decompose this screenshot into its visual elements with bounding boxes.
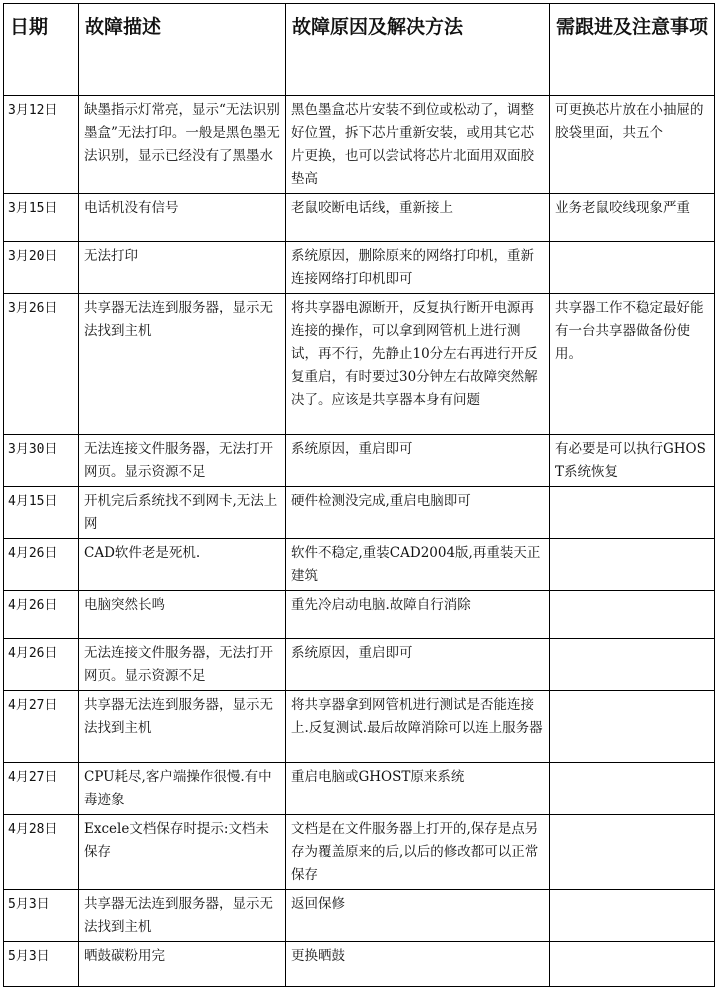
table-row bbox=[4, 294, 715, 435]
row-date: 4月27日 bbox=[4, 763, 79, 815]
row-description: 无法连接文件服务器，无法打开网页。显示资源不足 bbox=[79, 639, 286, 691]
row-date: 4月27日 bbox=[4, 691, 79, 763]
row-description: 开机完后系统找不到网卡,无法上网 bbox=[79, 487, 286, 539]
row-note bbox=[550, 591, 715, 639]
row-note bbox=[550, 763, 715, 815]
row-date: 3月26日 bbox=[4, 294, 79, 435]
row-note: 业务老鼠咬线现象严重 bbox=[550, 194, 715, 242]
table-row bbox=[4, 691, 715, 763]
table-row bbox=[4, 96, 715, 194]
table-row bbox=[4, 435, 715, 487]
table-row bbox=[4, 763, 715, 815]
row-cause: 黑色墨盒芯片安装不到位或松动了，调整好位置，拆下芯片重新安装，或用其它芯片更换，也可以尝试将芯片北面用双面胶垫高 bbox=[286, 96, 550, 194]
table-row bbox=[4, 890, 715, 942]
row-date: 5月3日 bbox=[4, 942, 79, 987]
row-cause: 老鼠咬断电话线，重新接上 bbox=[286, 194, 550, 242]
row-note bbox=[550, 487, 715, 539]
row-note bbox=[550, 942, 715, 987]
row-description: 共享器无法连到服务器，显示无法找到主机 bbox=[79, 691, 286, 763]
table-row bbox=[4, 242, 715, 294]
row-date: 4月26日 bbox=[4, 591, 79, 639]
table-row bbox=[4, 639, 715, 691]
row-note: 有必要是可以执行GHOST系统恢复 bbox=[550, 435, 715, 487]
row-date: 3月15日 bbox=[4, 194, 79, 242]
row-description: 缺墨指示灯常亮，显示“无法识别墨盒”无法打印。一般是黑色墨无法识别，显示已经没有了黑墨水 bbox=[79, 96, 286, 194]
row-date: 4月15日 bbox=[4, 487, 79, 539]
row-description: Excele文档保存时提示:文档未保存 bbox=[79, 815, 286, 890]
header-followup-notes: 需跟进及注意事项 bbox=[550, 4, 715, 96]
row-description: CPU耗尽,客户端操作很慢.有中毒迹象 bbox=[79, 763, 286, 815]
row-note bbox=[550, 242, 715, 294]
row-cause: 文档是在文件服务器上打开的,保存是点另存为覆盖原来的后,以后的修改都可以正常保存 bbox=[286, 815, 550, 890]
row-cause: 硬件检测没完成,重启电脑即可 bbox=[286, 487, 550, 539]
row-description: 无法打印 bbox=[79, 242, 286, 294]
row-cause: 重启电脑或GHOST原来系统 bbox=[286, 763, 550, 815]
row-cause: 软件不稳定,重装CAD2004版,再重装天正建筑 bbox=[286, 539, 550, 591]
table-header-row bbox=[4, 4, 715, 96]
row-cause: 重先冷启动电脑.故障自行消除 bbox=[286, 591, 550, 639]
row-note: 共享器工作不稳定最好能有一台共享器做备份使用。 bbox=[550, 294, 715, 435]
row-description: 共享器无法连到服务器，显示无法找到主机 bbox=[79, 890, 286, 942]
table-row bbox=[4, 487, 715, 539]
row-description: 电脑突然长鸣 bbox=[79, 591, 286, 639]
row-description: 电话机没有信号 bbox=[79, 194, 286, 242]
row-note bbox=[550, 890, 715, 942]
row-cause: 返回保修 bbox=[286, 890, 550, 942]
row-date: 4月26日 bbox=[4, 639, 79, 691]
row-date: 3月20日 bbox=[4, 242, 79, 294]
row-cause: 系统原因，删除原来的网络打印机，重新连接网络打印机即可 bbox=[286, 242, 550, 294]
header-description: 故障描述 bbox=[79, 4, 286, 96]
row-cause: 将共享器拿到网管机进行测试是否能连接上.反复测试.最后故障消除可以连上服务器 bbox=[286, 691, 550, 763]
table-row bbox=[4, 815, 715, 890]
header-date: 日期 bbox=[4, 4, 79, 96]
table-row bbox=[4, 194, 715, 242]
row-date: 5月3日 bbox=[4, 890, 79, 942]
fault-log-table bbox=[3, 3, 715, 987]
row-date: 3月30日 bbox=[4, 435, 79, 487]
row-description: CAD软件老是死机. bbox=[79, 539, 286, 591]
table-row bbox=[4, 942, 715, 987]
row-cause: 系统原因，重启即可 bbox=[286, 639, 550, 691]
row-note bbox=[550, 539, 715, 591]
row-description: 共享器无法连到服务器，显示无法找到主机 bbox=[79, 294, 286, 435]
table-row bbox=[4, 539, 715, 591]
row-note bbox=[550, 639, 715, 691]
row-date: 3月12日 bbox=[4, 96, 79, 194]
row-note bbox=[550, 815, 715, 890]
row-cause: 更换晒鼓 bbox=[286, 942, 550, 987]
row-cause: 系统原因，重启即可 bbox=[286, 435, 550, 487]
row-note: 可更换芯片放在小抽屉的胶袋里面，共五个 bbox=[550, 96, 715, 194]
row-date: 4月28日 bbox=[4, 815, 79, 890]
row-description: 晒鼓碳粉用完 bbox=[79, 942, 286, 987]
row-date: 4月26日 bbox=[4, 539, 79, 591]
row-cause: 将共享器电源断开，反复执行断开电源再连接的操作，可以拿到网管机上进行测试，再不行，先静止10分左右再进行开反复重启，有时要过30分钟左右故障突然解决了。应该是共享器本身有问题 bbox=[286, 294, 550, 435]
header-cause-solution: 故障原因及解决方法 bbox=[286, 4, 550, 96]
row-description: 无法连接文件服务器，无法打开网页。显示资源不足 bbox=[79, 435, 286, 487]
table-row bbox=[4, 591, 715, 639]
row-note bbox=[550, 691, 715, 763]
